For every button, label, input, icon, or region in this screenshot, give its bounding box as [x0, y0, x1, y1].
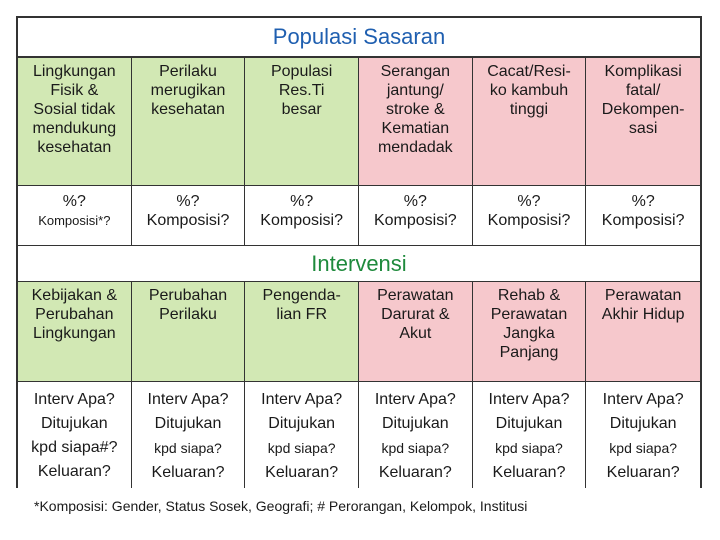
composition-cell — [132, 186, 246, 246]
pct-value: %? — [403, 193, 427, 210]
footnote: *Komposisi: Gender, Status Sosek, Geografi; # Perorangan, Kelompok, Institusi — [34, 498, 528, 514]
question-cell — [586, 382, 700, 488]
population-cell: Cacat/Resi- ko kambuh tinggi — [473, 58, 587, 186]
question-cell — [473, 382, 587, 488]
comp-value: Komposisi? — [146, 212, 230, 229]
population-cell: Komplikasi fatal/ Dekompen- sasi — [586, 58, 700, 186]
comp-value: Komposisi? — [487, 212, 571, 229]
intervention-cell: Kebijakan & Perubahan Lingkungan — [18, 282, 132, 382]
q-what: Interv Apa? — [374, 391, 456, 408]
q-target: Ditujukan — [381, 415, 449, 432]
comp-value: Komposisi? — [373, 212, 457, 229]
q-output: Keluaran? — [265, 464, 339, 481]
q-output: Keluaran? — [378, 464, 452, 481]
population-cell: Perilaku merugikan kesehatan — [132, 58, 246, 186]
intervention-cell: Perubahan Perilaku — [132, 282, 246, 382]
question-cell — [245, 382, 359, 488]
comp-value: Komposisi? — [260, 212, 343, 229]
q-what: Interv Apa? — [261, 391, 343, 408]
question-cell — [359, 382, 473, 488]
q-target: Ditujukan — [268, 415, 335, 432]
q-target: Ditujukan — [154, 415, 222, 432]
population-row — [18, 58, 700, 186]
q-target: Ditujukan — [609, 415, 677, 432]
pct-value: %? — [631, 193, 655, 210]
q-what: Interv Apa? — [602, 391, 684, 408]
composition-cell — [473, 186, 587, 246]
population-cell: Serangan jantung/ stroke & Kematian mendadak — [359, 58, 473, 186]
q-what: Interv Apa? — [147, 391, 229, 408]
section-title-intervensi: Intervensi — [18, 246, 700, 282]
q-target: Ditujukan — [40, 415, 108, 432]
q-output: Keluaran? — [492, 464, 566, 481]
q-what: Interv Apa? — [488, 391, 570, 408]
intervention-row — [18, 282, 700, 382]
q-whom: kpd siapa? — [609, 440, 678, 456]
composition-row — [18, 186, 700, 246]
composition-cell — [586, 186, 700, 246]
population-cell: Lingkungan Fisik & Sosial tidak mendukung kesehatan — [18, 58, 132, 186]
comp-value: Komposisi*? — [38, 213, 111, 228]
question-cell — [18, 382, 132, 488]
q-what: Interv Apa? — [33, 391, 115, 408]
population-cell: Populasi Res.Ti besar — [245, 58, 359, 186]
composition-cell — [18, 186, 132, 246]
intervention-cell: Rehab & Perawatan Jangka Panjang — [473, 282, 587, 382]
page-title: Populasi Sasaran — [18, 18, 700, 58]
question-cell — [132, 382, 246, 488]
intervention-cell: Pengenda- lian FR — [245, 282, 359, 382]
q-target: Ditujukan — [495, 415, 563, 432]
pct-value: %? — [176, 193, 200, 210]
q-output: Keluaran? — [151, 464, 225, 481]
q-whom: kpd siapa#? — [31, 439, 118, 456]
question-row — [18, 382, 700, 488]
pct-value: %? — [290, 193, 314, 210]
pct-value: %? — [62, 193, 86, 210]
q-whom: kpd siapa? — [267, 440, 336, 456]
q-whom: kpd siapa? — [381, 440, 450, 456]
q-output: Keluaran? — [37, 463, 111, 480]
q-whom: kpd siapa? — [495, 440, 563, 456]
comp-value: Komposisi? — [601, 212, 685, 229]
composition-cell — [359, 186, 473, 246]
composition-cell — [245, 186, 359, 246]
pct-value: %? — [517, 193, 541, 210]
intervention-cell: Perawatan Darurat & Akut — [359, 282, 473, 382]
q-whom: kpd siapa? — [154, 440, 222, 456]
intervention-cell: Perawatan Akhir Hidup — [586, 282, 700, 382]
q-output: Keluaran? — [606, 464, 680, 481]
